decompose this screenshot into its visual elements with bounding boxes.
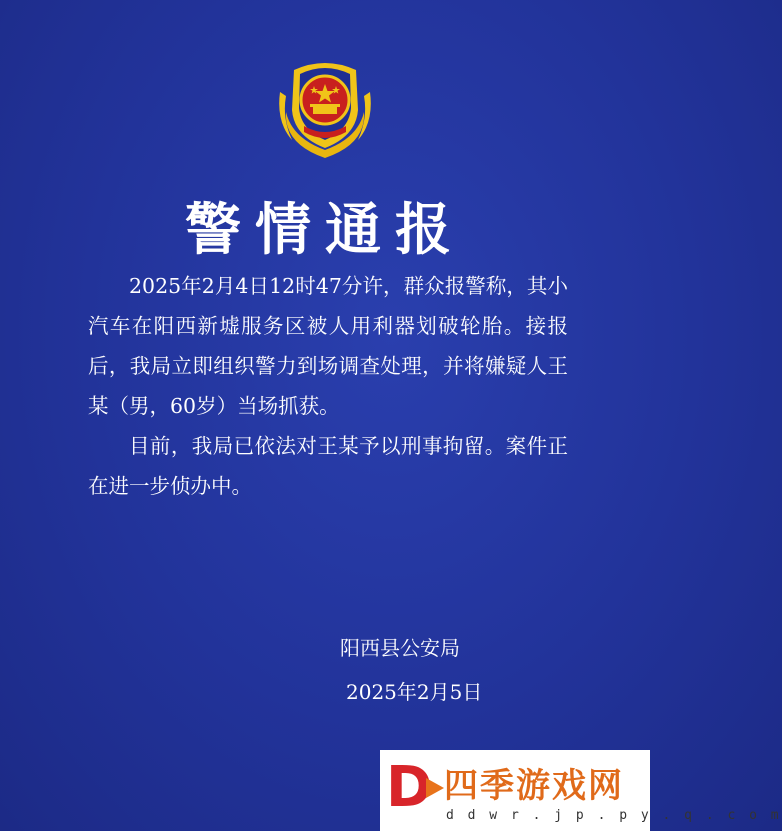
watermark-title: 四季游戏网: [444, 766, 624, 806]
watermark-url: d d w r . j p . p y . q . c o m: [446, 808, 782, 823]
notice-body: [88, 266, 568, 506]
notice-paragraph-1: 2025年2月4日12时47分许，群众报警称，其小汽车在阳西新墟服务区被人用利器划破轮胎。接报后，我局立即组织警力到场调查处理，并将嫌疑人王某（男，60岁）当场抓获。: [88, 274, 568, 418]
issuer-name: 阳西县公安局: [340, 636, 460, 660]
police-emblem-icon: [270, 52, 380, 162]
issue-date: 2025年2月5日: [346, 680, 483, 704]
notice-paragraph-2: 目前，我局已依法对王某予以刑事拘留。案件正在进一步侦办中。: [88, 434, 568, 498]
d-play-logo-icon: D: [386, 760, 442, 816]
site-watermark: [380, 750, 782, 831]
notice-title: 警情通报: [185, 198, 465, 263]
